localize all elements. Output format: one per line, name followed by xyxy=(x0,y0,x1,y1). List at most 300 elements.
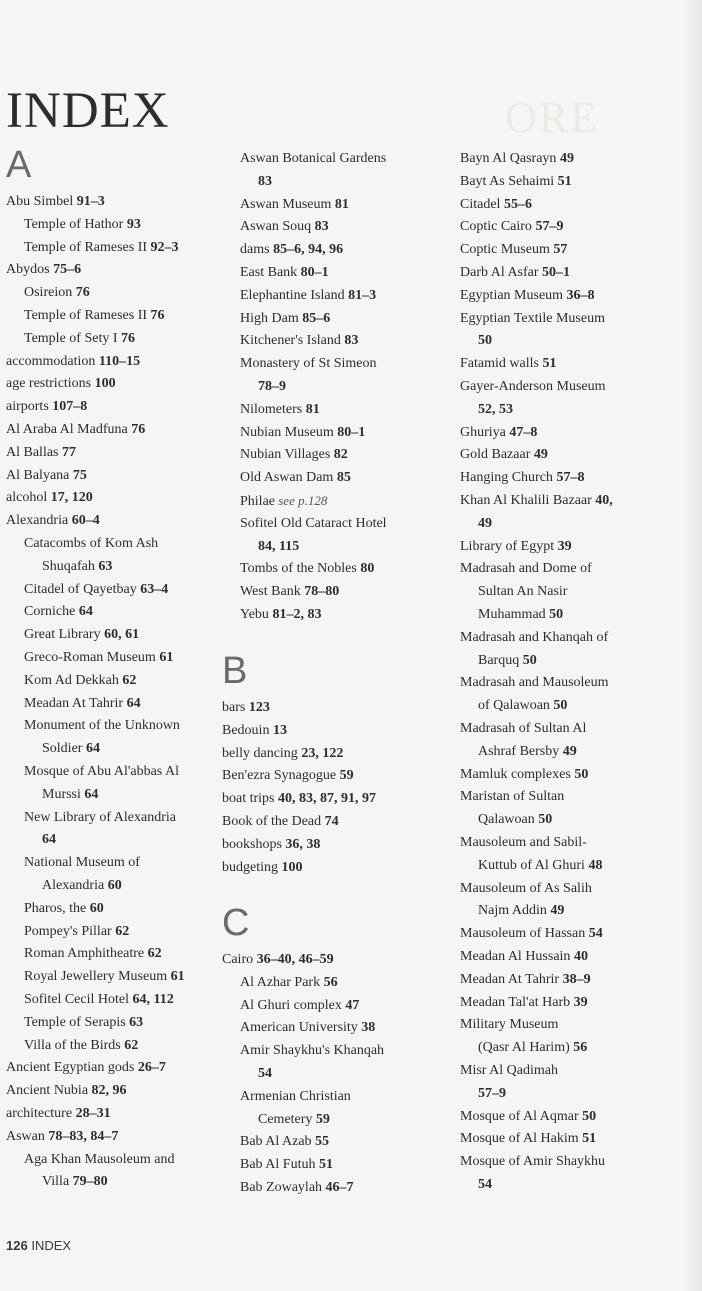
entry-term: Fatamid walls xyxy=(460,356,539,372)
entry-term: Kitchener's Island xyxy=(240,333,341,349)
entry-term: Nubian Museum xyxy=(240,424,334,440)
entry-term: age restrictions xyxy=(6,376,92,392)
index-entry xyxy=(460,1106,596,1129)
section-letter-a: A xyxy=(6,144,32,186)
entry-page-numbers: 38 xyxy=(357,1020,376,1036)
entry-term: Alexandria xyxy=(42,878,105,893)
entry-term: architecture xyxy=(6,1106,73,1121)
entry-page-numbers: 50 xyxy=(519,652,537,668)
index-entry xyxy=(478,855,602,878)
entry-page-numbers: 49 xyxy=(546,903,565,919)
index-entry xyxy=(222,765,354,788)
index-entry xyxy=(240,604,321,627)
entry-term: (Qasr Al Harim) xyxy=(478,1040,570,1056)
index-entry xyxy=(222,949,334,972)
entry-page-numbers: 61 xyxy=(167,969,185,985)
entry-page-numbers: 61 xyxy=(155,650,174,665)
entry-term: Bayn Al Qasrayn xyxy=(460,151,557,166)
entry-page-numbers: 91–3 xyxy=(73,194,105,209)
index-entry xyxy=(460,467,584,490)
index-entry xyxy=(460,148,574,171)
entry-term: Amir Shaykhu's Khanqah xyxy=(240,1043,385,1059)
index-entry xyxy=(42,829,56,852)
entry-term: Philae xyxy=(240,494,275,509)
entry-term: Great Library xyxy=(24,627,101,643)
index-entry xyxy=(42,556,112,579)
index-entry xyxy=(460,194,532,217)
entry-page-numbers: 47 xyxy=(341,997,360,1013)
entry-page-numbers: 79–80 xyxy=(69,1174,108,1190)
entry-page-numbers: 92–3 xyxy=(147,239,179,255)
bleed-through-text: ORE xyxy=(505,93,599,142)
entry-term: Monument of the Unknown xyxy=(24,718,180,734)
index-entry xyxy=(42,875,122,898)
entry-term: Shuqafah xyxy=(42,558,95,574)
entry-term: Roman Amphitheatre xyxy=(24,946,145,962)
entry-term: Coptic Museum xyxy=(460,242,550,258)
entry-page-numbers: 81–2, 83 xyxy=(268,607,322,622)
index-entry xyxy=(240,216,329,239)
index-entry xyxy=(6,442,76,465)
index-entry xyxy=(240,1177,354,1200)
index-entry xyxy=(240,239,343,262)
entry-page-numbers: 55–6 xyxy=(500,196,532,212)
entry-term: Royal Jewellery Museum xyxy=(24,969,168,985)
entry-page-numbers: 52, 53 xyxy=(478,401,513,417)
entry-page-numbers: 49 xyxy=(559,743,577,759)
index-entry xyxy=(240,1017,375,1040)
entry-term: Aswan Museum xyxy=(240,196,332,212)
index-entry xyxy=(240,490,327,514)
index-entry xyxy=(6,191,105,214)
entry-page-numbers: 13 xyxy=(269,722,287,738)
entry-page-numbers: 110–15 xyxy=(95,353,141,369)
entry-page-numbers: 64 xyxy=(42,832,56,848)
index-entry xyxy=(42,784,98,807)
entry-page-numbers: 85–6, 94, 96 xyxy=(269,242,344,258)
index-entry xyxy=(460,171,572,194)
entry-term: Monastery of St Simeon xyxy=(240,356,377,372)
index-entry xyxy=(24,647,173,670)
entry-term: Egyptian Museum xyxy=(460,287,564,303)
entry-term: Sofitel Old Cataract Hotel xyxy=(240,515,387,531)
index-entry xyxy=(6,1126,118,1149)
entry-page-numbers: 56 xyxy=(320,974,338,990)
entry-term: Muhammad xyxy=(478,607,546,622)
index-entry xyxy=(24,761,179,784)
entry-term: Sultan An Nasir xyxy=(478,584,568,600)
entry-term: Temple of Rameses II xyxy=(24,239,148,255)
entry-term: Temple of Serapis xyxy=(24,1014,126,1030)
entry-page-numbers: 81–3 xyxy=(344,287,377,303)
entry-page-numbers: 64, 112 xyxy=(128,992,174,1007)
index-entry xyxy=(24,282,90,305)
index-entry xyxy=(6,396,87,419)
entry-term: Mamluk complexes xyxy=(460,766,571,782)
entry-term: Ancient Nubia xyxy=(6,1083,89,1099)
entry-page-numbers: 57–9 xyxy=(478,1085,506,1101)
index-entry xyxy=(258,536,299,559)
entry-term: Temple of Rameses II xyxy=(24,308,148,323)
index-entry xyxy=(42,738,100,761)
index-entry xyxy=(24,1149,174,1172)
index-entry xyxy=(24,693,141,716)
index-entry xyxy=(460,1128,596,1151)
entry-term: Najm Addin xyxy=(478,903,547,919)
page-title: INDEX xyxy=(6,83,170,139)
index-entry xyxy=(240,1131,329,1154)
entry-term: Kuttub of Al Ghuri xyxy=(478,857,585,873)
index-entry xyxy=(6,259,81,282)
index-entry xyxy=(42,1171,108,1194)
index-entry xyxy=(478,695,567,718)
entry-term: Catacombs of Kom Ash xyxy=(24,536,159,551)
entry-page-numbers: 51 xyxy=(554,173,572,189)
index-entry xyxy=(6,1057,166,1080)
entry-term: Qalawoan xyxy=(478,812,535,828)
index-entry xyxy=(222,834,320,857)
entry-term: Aswan xyxy=(6,1128,45,1144)
entry-page-numbers: 49 xyxy=(556,151,574,166)
entry-term: Egyptian Textile Museum xyxy=(460,310,605,326)
entry-page-numbers: 80–1 xyxy=(297,265,329,280)
entry-term: Kom Ad Dekkah xyxy=(24,672,119,688)
entry-page-numbers: 100 xyxy=(91,376,116,392)
section-letter-c: C xyxy=(222,902,250,944)
index-entry xyxy=(24,921,129,944)
entry-term: Ancient Egyptian gods xyxy=(6,1060,135,1076)
entry-page-numbers: 39 xyxy=(554,538,572,554)
index-entry xyxy=(24,579,168,602)
entry-term: East Bank xyxy=(240,265,298,280)
entry-term: Corniche xyxy=(24,604,76,620)
entry-page-numbers: 85–6 xyxy=(298,310,331,326)
entry-page-numbers: 76 xyxy=(72,285,90,301)
entry-term: Madrasah and Khanqah of xyxy=(460,629,609,645)
entry-term: American University xyxy=(240,1020,358,1036)
entry-term: Gayer-Anderson Museum xyxy=(460,379,606,394)
entry-page-numbers: 84, 115 xyxy=(258,538,300,554)
index-entry xyxy=(460,1060,558,1083)
entry-page-numbers: 46–7 xyxy=(322,1180,354,1195)
index-entry xyxy=(222,720,287,743)
entry-term: Osireion xyxy=(24,285,73,301)
index-entry xyxy=(240,581,339,604)
index-entry xyxy=(460,239,567,262)
index-entry xyxy=(460,1151,605,1174)
entry-term: Soldier xyxy=(42,741,83,757)
entry-term: Mosque of Abu Al'abbas Al xyxy=(24,764,179,779)
entry-term: alcohol xyxy=(6,490,48,506)
entry-term: dams xyxy=(240,242,270,258)
entry-term: Al Balyana xyxy=(6,467,70,483)
entry-term: Pharos, the xyxy=(24,900,87,916)
index-entry xyxy=(6,510,100,533)
entry-term: Nilometers xyxy=(240,401,303,417)
index-entry xyxy=(460,923,603,946)
entry-term: Hanging Church xyxy=(460,470,553,486)
entry-term: Maristan of Sultan xyxy=(460,789,565,805)
entry-page-numbers: 82, 96 xyxy=(88,1083,127,1099)
index-entry xyxy=(24,898,104,921)
entry-term: Old Aswan Dam xyxy=(240,470,334,486)
index-entry xyxy=(460,376,606,399)
entry-page-numbers: 82 xyxy=(330,447,348,463)
index-entry xyxy=(460,285,595,308)
entry-page-numbers: 81 xyxy=(331,196,349,212)
entry-term: Cemetery xyxy=(258,1111,313,1127)
page-edge-shadow xyxy=(682,0,702,1291)
index-entry xyxy=(478,330,492,353)
index-entry xyxy=(240,1086,351,1109)
index-entry xyxy=(240,558,374,581)
entry-term: Aswan Souq xyxy=(240,219,312,235)
entry-page-numbers: 50 xyxy=(578,1108,597,1124)
index-entry xyxy=(24,237,179,260)
index-entry xyxy=(24,807,176,830)
entry-term: Abu Simbel xyxy=(6,194,74,209)
index-entry xyxy=(460,490,613,513)
index-entry xyxy=(240,353,377,376)
index-entry xyxy=(460,308,605,331)
index-entry xyxy=(258,1109,330,1132)
index-entry xyxy=(460,627,608,650)
entry-page-numbers: 64 xyxy=(80,786,99,802)
entry-page-numbers: 50–1 xyxy=(538,265,571,280)
entry-page-numbers: 54 xyxy=(258,1066,272,1081)
entry-term: Book of the Dead xyxy=(222,814,322,829)
index-entry xyxy=(240,995,359,1018)
entry-page-numbers: 100 xyxy=(278,859,303,875)
entry-term: Barquq xyxy=(478,652,520,668)
index-entry xyxy=(24,1012,143,1035)
index-entry xyxy=(460,444,548,467)
entry-term: Mosque of Amir Shaykhu xyxy=(460,1154,606,1170)
index-entry xyxy=(478,604,563,627)
entry-page-numbers: 85 xyxy=(333,470,351,486)
entry-page-numbers: 23, 122 xyxy=(297,745,344,761)
entry-page-numbers: 57–8 xyxy=(552,470,585,486)
index-entry xyxy=(460,262,570,285)
entry-page-numbers: 60 xyxy=(86,900,104,916)
index-entry xyxy=(24,214,141,237)
entry-term: Bayt As Sehaimi xyxy=(460,173,555,189)
entry-term: Mosque of Al Aqmar xyxy=(460,1108,579,1124)
entry-page-numbers: 59 xyxy=(336,768,354,784)
index-entry xyxy=(24,305,165,328)
entry-term: Misr Al Qadimah xyxy=(460,1063,558,1078)
index-entry xyxy=(240,1154,333,1177)
entry-term: of Qalawoan xyxy=(478,698,550,714)
entry-page-numbers: 36–40, 46–59 xyxy=(253,952,334,967)
entry-term: Madrasah and Mausoleum xyxy=(460,675,609,691)
entry-term: Villa of the Birds xyxy=(24,1037,121,1053)
index-entry xyxy=(460,422,537,445)
entry-page-numbers: 38–9 xyxy=(559,971,591,987)
index-entry xyxy=(478,900,564,923)
entry-page-numbers: 36, 38 xyxy=(281,836,321,852)
entry-term: West Bank xyxy=(240,584,301,600)
index-entry xyxy=(240,513,387,536)
index-entry xyxy=(460,832,587,855)
entry-page-numbers: 76 xyxy=(127,422,146,437)
entry-term: Armenian Christian xyxy=(240,1088,351,1104)
entry-term: Abydos xyxy=(6,262,50,278)
index-entry xyxy=(222,743,343,766)
entry-page-numbers: 28–31 xyxy=(72,1106,111,1121)
entry-page-numbers: 51 xyxy=(315,1157,333,1173)
entry-term: Bab Al Azab xyxy=(240,1134,312,1150)
index-entry xyxy=(460,718,586,741)
entry-page-numbers: 49 xyxy=(478,515,492,531)
index-entry xyxy=(6,487,93,510)
entry-page-numbers: 62 xyxy=(118,672,137,688)
index-entry xyxy=(24,670,136,693)
entry-term: Bedouin xyxy=(222,722,270,738)
entry-page-numbers: 80 xyxy=(356,561,375,577)
entry-page-numbers: 62 xyxy=(144,946,162,962)
entry-term: Murssi xyxy=(42,786,81,802)
index-entry xyxy=(460,764,588,787)
index-entry xyxy=(240,422,365,445)
index-entry xyxy=(222,811,339,834)
index-entry xyxy=(478,1174,492,1197)
entry-term: boat trips xyxy=(222,791,275,807)
index-entry xyxy=(24,715,180,738)
entry-page-numbers: 62 xyxy=(111,923,130,939)
index-entry xyxy=(240,148,386,171)
entry-term: Mausoleum and Sabil- xyxy=(460,835,587,850)
entry-term: Aswan Botanical Gardens xyxy=(240,151,387,166)
entry-term: Meadan At Tahrir xyxy=(460,971,560,987)
entry-term: airports xyxy=(6,399,49,415)
entry-term: Mausoleum of As Salih xyxy=(460,880,592,896)
entry-term: accommodation xyxy=(6,353,96,369)
entry-term: New Library of Alexandria xyxy=(24,809,176,825)
index-entry xyxy=(240,330,358,353)
entry-page-numbers: 39 xyxy=(570,994,588,1010)
entry-page-numbers: 76 xyxy=(147,308,165,323)
entry-page-numbers: 57–9 xyxy=(531,219,564,235)
entry-page-numbers: 60 xyxy=(104,878,122,893)
entry-term: Greco-Roman Museum xyxy=(24,650,156,665)
index-entry xyxy=(240,194,349,217)
index-entry xyxy=(258,171,272,194)
index-entry xyxy=(460,992,588,1015)
entry-page-numbers: 80–1 xyxy=(333,424,366,440)
index-entry xyxy=(258,376,286,399)
section-letter-b: B xyxy=(222,650,248,692)
entry-page-numbers: 51 xyxy=(578,1131,597,1147)
entry-page-numbers: 50 xyxy=(545,607,564,622)
entry-page-numbers: 77 xyxy=(58,444,76,460)
entry-term: Tombs of the Nobles xyxy=(240,561,357,577)
entry-page-numbers: 63 xyxy=(94,558,113,574)
entry-term: Mosque of Al Hakim xyxy=(460,1131,579,1147)
entry-page-numbers: 78–9 xyxy=(258,379,286,394)
entry-page-numbers: 60, 61 xyxy=(100,627,140,643)
index-entry xyxy=(24,852,140,875)
index-entry xyxy=(24,601,93,624)
index-entry xyxy=(6,351,140,374)
index-entry xyxy=(478,741,577,764)
entry-term: Meadan At Tahrir xyxy=(24,695,124,711)
index-entry xyxy=(6,1080,127,1103)
index-entry xyxy=(240,444,348,467)
entry-term: High Dam xyxy=(240,310,299,326)
index-entry xyxy=(460,878,592,901)
entry-term: Pompey's Pillar xyxy=(24,923,112,939)
entry-page-numbers: 64 xyxy=(82,741,100,757)
entry-page-numbers: 75 xyxy=(69,467,87,483)
entry-page-numbers: 83 xyxy=(258,173,272,189)
index-entry xyxy=(258,1063,272,1086)
entry-term: Ghuriya xyxy=(460,424,506,440)
index-entry xyxy=(6,465,87,488)
entry-term: Temple of Sety I xyxy=(24,330,118,346)
entry-term: bars xyxy=(222,700,246,715)
index-entry xyxy=(478,581,567,604)
entry-term: Madrasah of Sultan Al xyxy=(460,721,587,736)
entry-page-numbers: 40 xyxy=(570,949,588,964)
entry-term: Mausoleum of Hassan xyxy=(460,926,586,942)
entry-term: Citadel of Qayetbay xyxy=(24,581,137,597)
footer-label: INDEX xyxy=(31,1238,72,1253)
index-entry xyxy=(460,216,563,239)
index-entry xyxy=(478,513,492,536)
entry-term: Al Ghuri complex xyxy=(240,997,342,1013)
entry-page-numbers: 63–4 xyxy=(136,581,169,597)
entry-term: Coptic Cairo xyxy=(460,219,532,235)
entry-term: Aga Khan Mausoleum and xyxy=(24,1151,175,1167)
index-entry xyxy=(460,969,591,992)
index-entry xyxy=(478,809,552,832)
entry-page-numbers: 63 xyxy=(125,1014,144,1030)
entry-term: Al Ballas xyxy=(6,444,59,460)
index-entry xyxy=(6,419,145,442)
entry-term: National Museum of xyxy=(24,855,140,871)
entry-page-numbers: 50 xyxy=(534,812,553,828)
entry-term: Elephantine Island xyxy=(240,287,345,303)
entry-page-numbers: 59 xyxy=(312,1111,330,1127)
entry-page-numbers: 123 xyxy=(245,700,270,715)
entry-page-numbers: 75–6 xyxy=(49,262,82,278)
entry-page-numbers: 50 xyxy=(570,766,589,782)
index-entry xyxy=(460,672,609,695)
entry-term: Madrasah and Dome of xyxy=(460,561,592,577)
entry-page-numbers: 36–8 xyxy=(563,287,595,303)
entry-term: Bab Zowaylah xyxy=(240,1180,323,1195)
index-entry xyxy=(24,624,139,647)
entry-page-numbers: 17, 120 xyxy=(47,490,93,506)
index-entry xyxy=(240,308,330,331)
entry-page-numbers: 62 xyxy=(120,1037,139,1053)
entry-page-numbers: 78–80 xyxy=(300,584,340,600)
entry-term: Khan Al Khalili Bazaar xyxy=(460,493,592,508)
entry-page-numbers: 76 xyxy=(117,330,135,346)
index-entry xyxy=(460,353,556,376)
entry-page-numbers: 93 xyxy=(123,216,141,232)
index-entry xyxy=(240,285,376,308)
entry-page-numbers: 74 xyxy=(321,814,339,829)
page-footer xyxy=(6,1238,71,1253)
entry-page-numbers: 54 xyxy=(585,926,603,942)
index-entry xyxy=(478,1037,587,1060)
entry-term: Alexandria xyxy=(6,513,69,529)
entry-page-numbers: 78–83, 84–7 xyxy=(44,1128,119,1144)
entry-page-numbers: 64 xyxy=(75,604,93,620)
entry-term: budgeting xyxy=(222,859,278,875)
